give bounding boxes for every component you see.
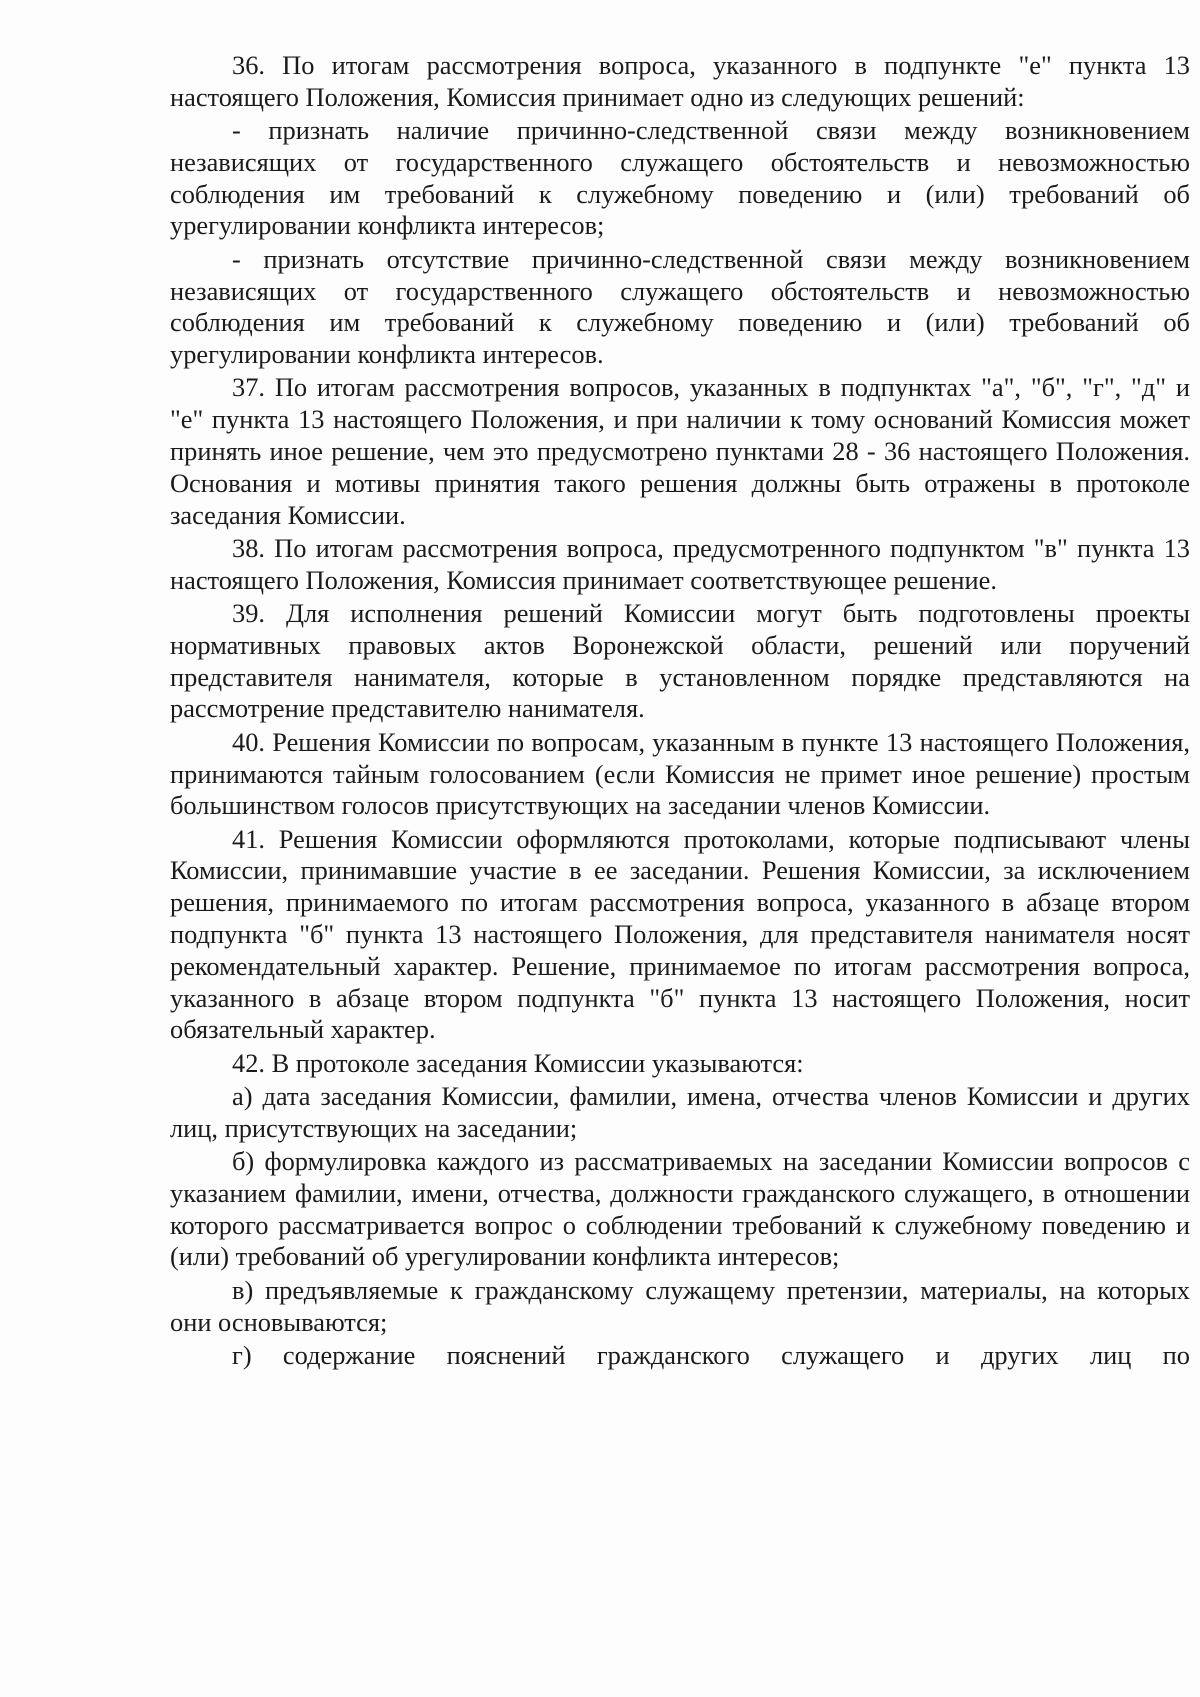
paragraph-36: 36. По итогам рассмотрения вопроса, указанного в подпункте "е" пункта 13 настоящего Положения, Комиссия принимает одно из следующих решений: [170,50,1190,112]
list-item-g: г) содержание пояснений гражданского служащего и других лиц по [232,1339,1190,1370]
list-item-a: а) дата заседания Комиссии, фамилии, имена, отчества членов Комиссии и других лиц, присутствующих на заседании; [170,1081,1190,1143]
list-item-dash-1: - признать наличие причинно-следственной связи между возникновением независящих от государственного служащего обстоятельств и невозможностью соблюдения им требований к служебному поведению и (или) требований об урегулировании конфликта интересов; [170,115,1190,241]
list-item-dash-2: - признать отсутствие причинно-следственной связи между возникновением независящих от государственного служащего обстоятельств и невозможностью соблюдения им требований к служебному поведению и (или) требований об урегулировании конфликта интересов. [170,243,1190,370]
list-item-b: б) формулировка каждого из рассматриваемых на заседании Комиссии вопросов с указанием фамилии, имени, отчества, должности гражданского служащего, в отношении которого рассматривается вопрос о соблюдении требований к служебному поведению и (или) требований об урегулировании конфликта интересов; [170,1146,1190,1272]
paragraph-41: 41. Решения Комиссии оформляются протоколами, которые подписывают члены Комиссии, принимавшие участие в ее заседании. Решения Комиссии, за исключением решения, принимаемого по итогам рассмотрения вопроса, указанного в абзаце втором подпункта "б" пункта 13 настоящего Положения, для представителя нанимателя носят рекомендательный характер. Решение, принимаемое по итогам рассмотрения вопроса, указанного в абзаце втором подпункта "б" пункта 13 настоящего Положения, носит обязательный характер. [170,823,1190,1045]
paragraph-37: 37. По итогам рассмотрения вопросов, указанных в подпунктах "а", "б", "г", "д" и "е" пункта 13 настоящего Положения, и при наличии к тому оснований Комиссия может принять иное решение, чем это предусмотрено пунктами 28 - 36 настоящего Положения. Основания и мотивы принятия такого решения должны быть отражены в протоколе заседания Комиссии. [170,372,1190,530]
document-body [170,50,1190,1373]
list-item-v: в) предъявляемые к гражданскому служащему претензии, материалы, на которых они основываются; [170,1274,1190,1337]
paragraph-38: 38. По итогам рассмотрения вопроса, предусмотренного подпунктом "в" пункта 13 настоящего Положения, Комиссия принимает соответствующее решение. [170,532,1190,595]
paragraph-39: 39. Для исполнения решений Комиссии могут быть подготовлены проекты нормативных правовых актов Воронежской области, решений или поручений представителя нанимателя, которые в установленном порядке представляются на рассмотрение представителю нанимателя. [170,598,1190,724]
paragraph-40: 40. Решения Комиссии по вопросам, указанным в пункте 13 настоящего Положения, принимаются тайным голосованием (если Комиссия не примет иное решение) простым большинством голосов присутствующих на заседании членов Комиссии. [170,726,1190,821]
paragraph-42: 42. В протоколе заседания Комиссии указываются: [232,1047,804,1078]
